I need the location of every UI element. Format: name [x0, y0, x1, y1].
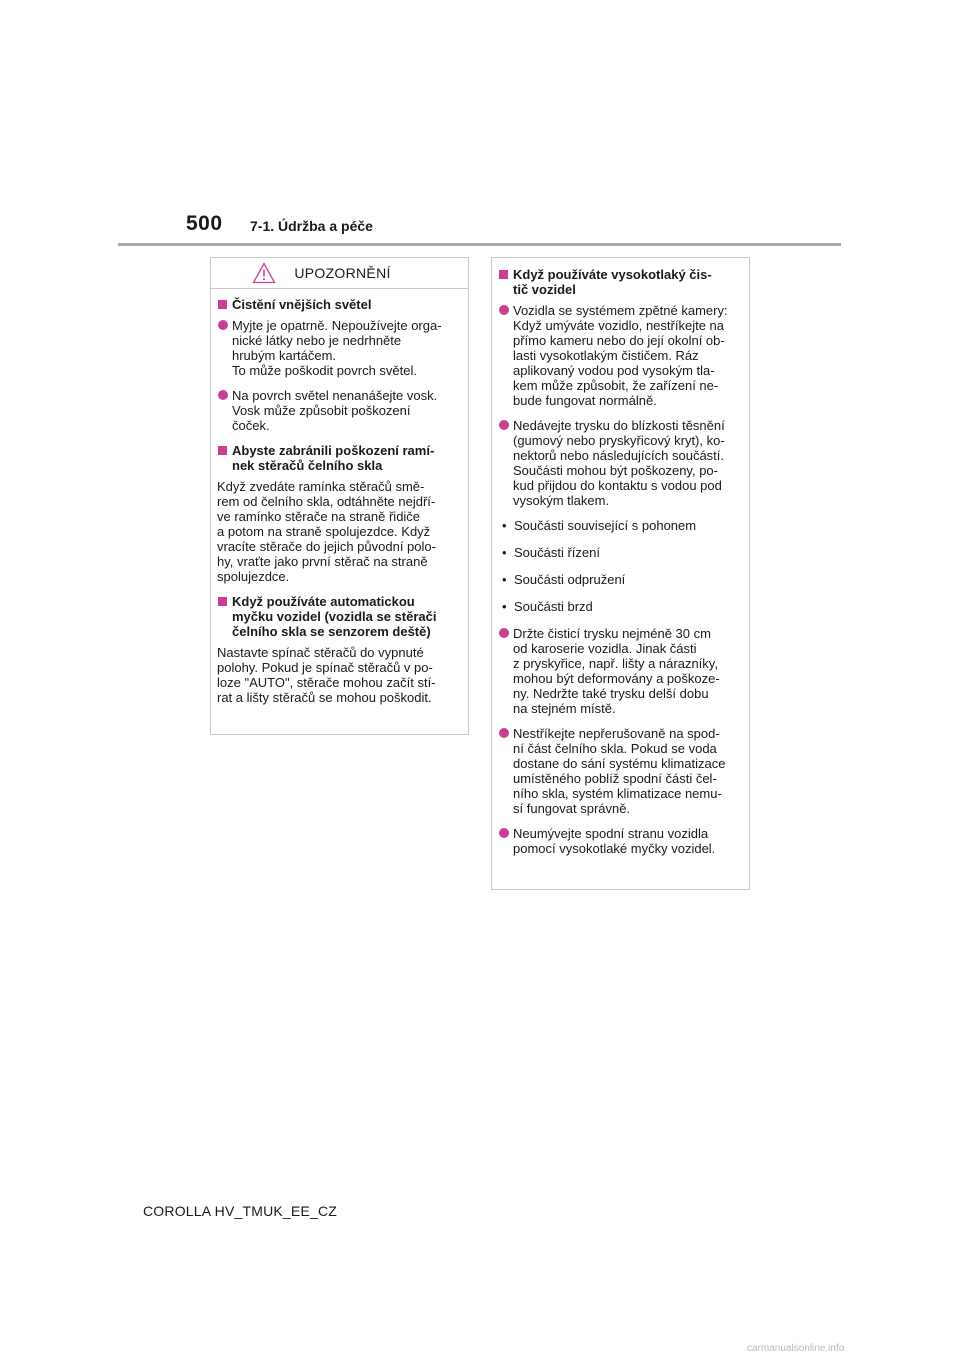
- footer-model: COROLLA HV_TMUK_EE_CZ: [143, 1203, 338, 1219]
- bullet-item: [498, 726, 743, 816]
- section-heading-text: Když používáte vysokotlaký čis- tič vozidel: [513, 267, 712, 297]
- bullet-item: [498, 626, 743, 716]
- bullet-text: Neumývejte spodní stranu vozidla pomocí vysokotlaké myčky vozidel.: [513, 826, 716, 856]
- circle-bullet-icon: [499, 628, 509, 638]
- paragraph-text: Když zvedáte ramínka stěračů smě- rem od čelního skla, odtáhněte nejdří- ve ramínko stěrače na straně řidiče a potom na straně spolujezdce. Když vracíte stěrače do jejich původní polo- hy, vraťte jako první stěrač na straně spolujezdce.: [217, 479, 436, 584]
- left-content: [217, 297, 462, 705]
- section-title: 7-1. Údržba a péče: [250, 218, 373, 234]
- header-rule: [118, 243, 841, 246]
- bullet-text: Držte čisticí trysku nejméně 30 cm od karoserie vozidla. Jinak části z pryskyřice, např. lišty a nárazníky, mohou být deformovány a poškoze- ny. Nedržte také trysku delší dobu na stejném místě.: [513, 626, 720, 716]
- bullet-item: [498, 303, 743, 408]
- right-content: [498, 267, 743, 856]
- sub-list-item: [498, 599, 743, 614]
- paragraph: [217, 645, 462, 705]
- section-heading-text: Když používáte automatickou myčku vozidel (vozidla se stěrači čelního skla se senzorem deště): [232, 594, 437, 639]
- square-bullet-icon: [218, 446, 227, 455]
- bullet-text: Nestříkejte nepřerušovaně na spod- ní část čelního skla. Pokud se voda dostane do sání systému klimatizace umístěného poblíž spodní části čel- ního skla, systém klimatizace nemu- sí fungovat správně.: [513, 726, 726, 816]
- sub-list-item: [498, 545, 743, 560]
- paragraph: [217, 479, 462, 584]
- paragraph-text: Nastavte spínač stěračů do vypnuté polohy. Pokud je spínač stěračů v po- loze "AUTO", stěrače mohou začít stí- rat a lišty stěračů se mohou poškodit.: [217, 645, 436, 705]
- bullet-text: Nedávejte trysku do blízkosti těsnění (gumový nebo pryskyřicový kryt), ko- nektorů nebo následujících součástí. Součásti mohou být poškozeny, po- kud přijdou do kontaktu s vodou pod vysokým tlakem.: [513, 418, 725, 508]
- sub-list-item: [498, 518, 743, 533]
- sub-list-item: [498, 572, 743, 587]
- page-number: 500: [186, 212, 223, 235]
- watermark: carmanualsonline.info: [747, 1343, 845, 1354]
- warning-header: [211, 258, 468, 289]
- circle-bullet-icon: [499, 828, 509, 838]
- sub-list-text: Součásti brzd: [514, 599, 593, 614]
- circle-bullet-icon: [499, 728, 509, 738]
- sub-list-text: Součásti odpružení: [514, 572, 626, 587]
- section-heading-text: Abyste zabránili poškození ramí- nek stěračů čelního skla: [232, 443, 435, 473]
- bullet-text: Vozidla se systémem zpětné kamery: Když umýváte vozidlo, nestříkejte na přímo kameru nebo do její okolní ob- lasti vysokotlakým čističem. Ráz aplikovaný vodou pod vysokým tla- kem může způsobit, že zařízení ne- bude fungovat normálně.: [513, 303, 728, 408]
- section-heading: [217, 443, 462, 473]
- square-bullet-icon: [499, 270, 508, 279]
- warning-title: UPOZORNĚNÍ: [294, 265, 391, 281]
- bullet-text: Myjte je opatrně. Nepoužívejte orga- nické látky nebo je nedrhněte hrubým kartáčem. To může poškodit povrch světel.: [232, 318, 442, 378]
- square-bullet-icon: [218, 597, 227, 606]
- bullet-item: [217, 318, 462, 378]
- section-heading: [217, 297, 462, 312]
- section-heading: [498, 267, 743, 297]
- circle-bullet-icon: [499, 305, 509, 315]
- info-box: [491, 257, 750, 890]
- bullet-item: [498, 418, 743, 508]
- circle-bullet-icon: [218, 320, 228, 330]
- bullet-item: [217, 388, 462, 433]
- circle-bullet-icon: [499, 420, 509, 430]
- bullet-text: Na povrch světel nenanášejte vosk. Vosk může způsobit poškození čoček.: [232, 388, 438, 433]
- warning-box: [210, 257, 469, 735]
- sub-list-text: Součásti řízení: [514, 545, 600, 560]
- warning-triangle-icon: [252, 262, 276, 284]
- sub-list-text: Součásti související s pohonem: [514, 518, 697, 533]
- circle-bullet-icon: [218, 390, 228, 400]
- section-heading-text: Čistění vnějších světel: [232, 297, 372, 312]
- square-bullet-icon: [218, 300, 227, 309]
- bullet-item: [498, 826, 743, 856]
- section-heading: [217, 594, 462, 639]
